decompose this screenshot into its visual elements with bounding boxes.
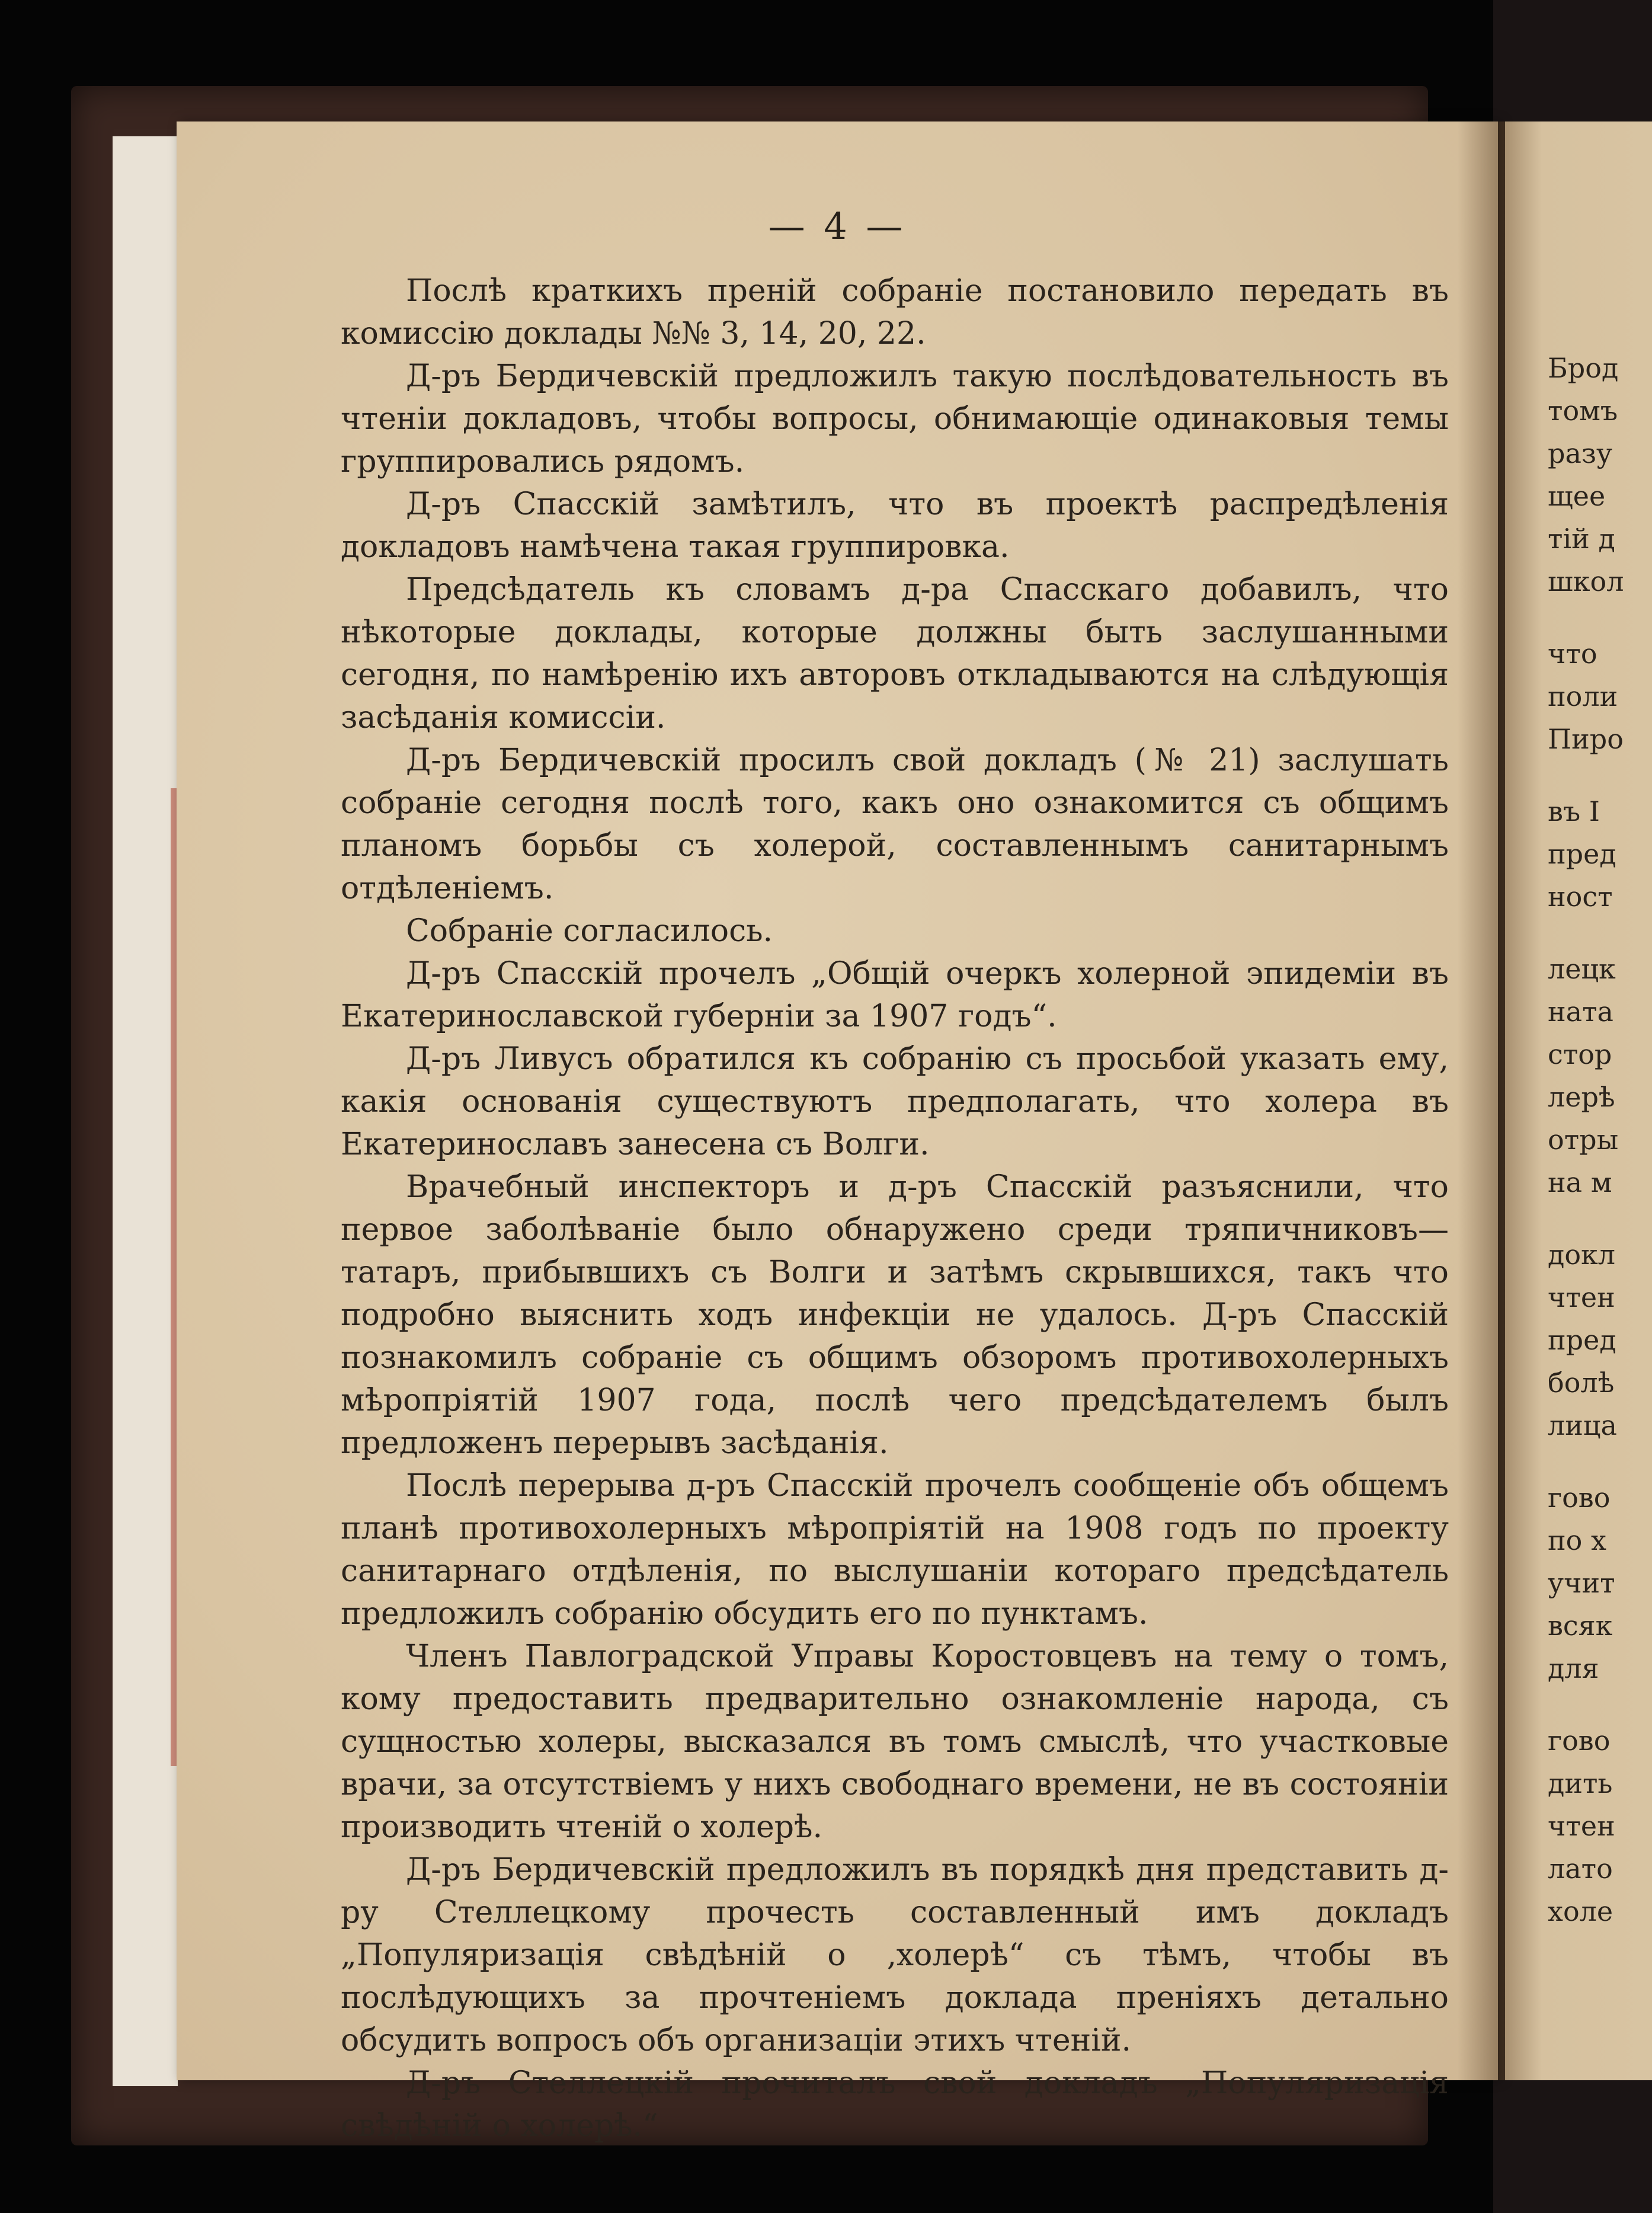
facing-page-fragment <box>1548 1204 1624 1233</box>
facing-page-fragment: лица <box>1548 1409 1617 1441</box>
paragraph: Собраніе согласилось. <box>406 913 773 949</box>
facing-page-fragment: холе <box>1548 1895 1613 1927</box>
facing-page-fragment <box>1548 918 1624 948</box>
page-edges <box>113 136 178 2086</box>
paragraph: Д-ръ Спасскій прочелъ „Общій очеркъ холерной эпидеміи въ Екатеринославской губерніи за 1907 годъ“. <box>341 956 1449 1034</box>
facing-page-text <box>1548 347 1624 1933</box>
page-number: — 4 — <box>768 204 907 248</box>
facing-page-fragment: чтен <box>1548 1281 1615 1313</box>
facing-page-fragment: докл <box>1548 1239 1615 1271</box>
paragraph: Членъ Павлоградской Управы Коростовцевъ на тему о томъ, кому предоставить предварительно ознакомленіе народа, съ сущностью холеры, высказался въ томъ смыслѣ, что участковые врачи, за отсутствіемъ у нихъ свободнаго времени, не въ состояніи производить чтеній о холерѣ. <box>341 1639 1449 1845</box>
paragraph: Предсѣдатель къ словамъ д-ра Спасскаго добавилъ, что нѣкоторые доклады, которые должны быть заслушанными сегодня, по намѣренію ихъ авторовъ откладываются на слѣдующія засѣданія комиссіи. <box>341 572 1449 735</box>
paragraph: Послѣ краткихъ преній собраніе постановило передать въ комиссію доклады №№ 3, 14, 20, 22. <box>341 273 1449 351</box>
facing-page-fragment: гово <box>1548 1482 1611 1514</box>
facing-page-fragment <box>1548 760 1624 790</box>
facing-page-fragment: въ I <box>1548 795 1600 827</box>
paragraph: Послѣ перерыва д-ръ Спасскій прочелъ сообщеніе объ общемъ планѣ противохолерныхъ мѣропріятій на 1908 годъ по проекту санитарнаго отдѣленія, по выслушаніи котораго предсѣдатель предложилъ собранію обсудить его по пунктамъ. <box>341 1468 1449 1632</box>
facing-page-fragment: гово <box>1548 1725 1611 1757</box>
facing-page-fragment: пред <box>1548 838 1616 870</box>
facing-page-fragment: Брод <box>1548 352 1619 384</box>
paragraph: Врачебный инспекторъ и д-ръ Спасскій разъяснили, что первое заболѣваніе было обнаружено среди тряпичниковъ—татаръ, прибывшихъ съ Волги и затѣмъ скрывшихся, такъ что подробно выяснить ходъ инфекціи не удалось. Д-ръ Спасскій познакомилъ собраніе съ общимъ обзоромъ противохолерныхъ мѣропріятій 1907 года, послѣ чего предсѣдателемъ былъ предложенъ перерывъ засѣданія. <box>341 1169 1449 1461</box>
paragraph: Д-ръ Спасскій замѣтилъ, что въ проектѣ распредѣленія докладовъ намѣчена такая группировка. <box>341 487 1449 565</box>
paragraph: Д-ръ Бердичевскій предложилъ въ порядкѣ дня представить д-ру Стеллецкому прочесть составленный имъ докладъ „Популяризація свѣдѣній о ‚холерѣ“ съ тѣмъ, чтобы въ послѣдующихъ за прочтеніемъ доклада преніяхъ детально обсудить вопросъ объ организаціи этихъ чтеній. <box>341 1852 1449 2058</box>
facing-page-fragment: отры <box>1548 1124 1619 1156</box>
paragraph: Д-ръ Стеллецкій прочиталъ свой докладъ „Популяризація свѣдѣній о холерѣ.“ <box>341 2065 1449 2144</box>
facing-page-fragment: стор <box>1548 1038 1612 1070</box>
facing-page-fragment <box>1548 1690 1624 1719</box>
facing-page-fragment: на м <box>1548 1166 1612 1198</box>
facing-page-fragment: для <box>1548 1652 1599 1684</box>
facing-page-fragment: поли <box>1548 680 1618 712</box>
facing-page-fragment: болѣ <box>1548 1367 1615 1399</box>
body-text <box>341 270 1449 2147</box>
facing-page-fragment: лецк <box>1548 953 1616 985</box>
facing-page-fragment: лерѣ <box>1548 1081 1615 1113</box>
facing-page-fragment: щее <box>1548 480 1606 512</box>
facing-page-fragment: что <box>1548 638 1597 670</box>
facing-page-fragment: Пиро <box>1548 723 1624 755</box>
facing-page-fragment: учит <box>1548 1567 1615 1599</box>
facing-page-fragment: лато <box>1548 1853 1613 1885</box>
facing-page-fragment <box>1548 1447 1624 1476</box>
paragraph: Д-ръ Ливусъ обратился къ собранію съ просьбой указать ему, какія основанія существуютъ предполагать, что холера въ Екатеринославъ занесена съ Волги. <box>341 1041 1449 1162</box>
facing-page-fragment: школ <box>1548 565 1624 597</box>
facing-page-fragment <box>1548 603 1624 632</box>
facing-page-fragment: томъ <box>1548 395 1618 427</box>
facing-page-fragment: ната <box>1548 996 1613 1028</box>
paragraph: Д-ръ Бердичевскій просилъ свой докладъ (№ 21) заслушать собраніе сегодня послѣ того, какъ оно ознакомится съ общимъ планомъ борьбы съ холерой, составленнымъ санитарнымъ отдѣленіемъ. <box>341 743 1449 906</box>
facing-page-fragment: чтен <box>1548 1810 1615 1842</box>
facing-page-fragment: всяк <box>1548 1610 1613 1642</box>
facing-page-fragment: по х <box>1548 1524 1606 1556</box>
facing-page-fragment: пред <box>1548 1324 1616 1356</box>
paragraph: Д-ръ Бердичевскій предложилъ такую послѣдовательность въ чтеніи докладовъ, чтобы вопросы, обнимающіе одинаковыя темы группировались рядомъ. <box>341 359 1449 479</box>
facing-page-fragment: дить <box>1548 1767 1613 1799</box>
facing-page-fragment: ност <box>1548 881 1613 913</box>
facing-page-fragment: разу <box>1548 437 1613 469</box>
facing-page-fragment: тій д <box>1548 523 1615 555</box>
